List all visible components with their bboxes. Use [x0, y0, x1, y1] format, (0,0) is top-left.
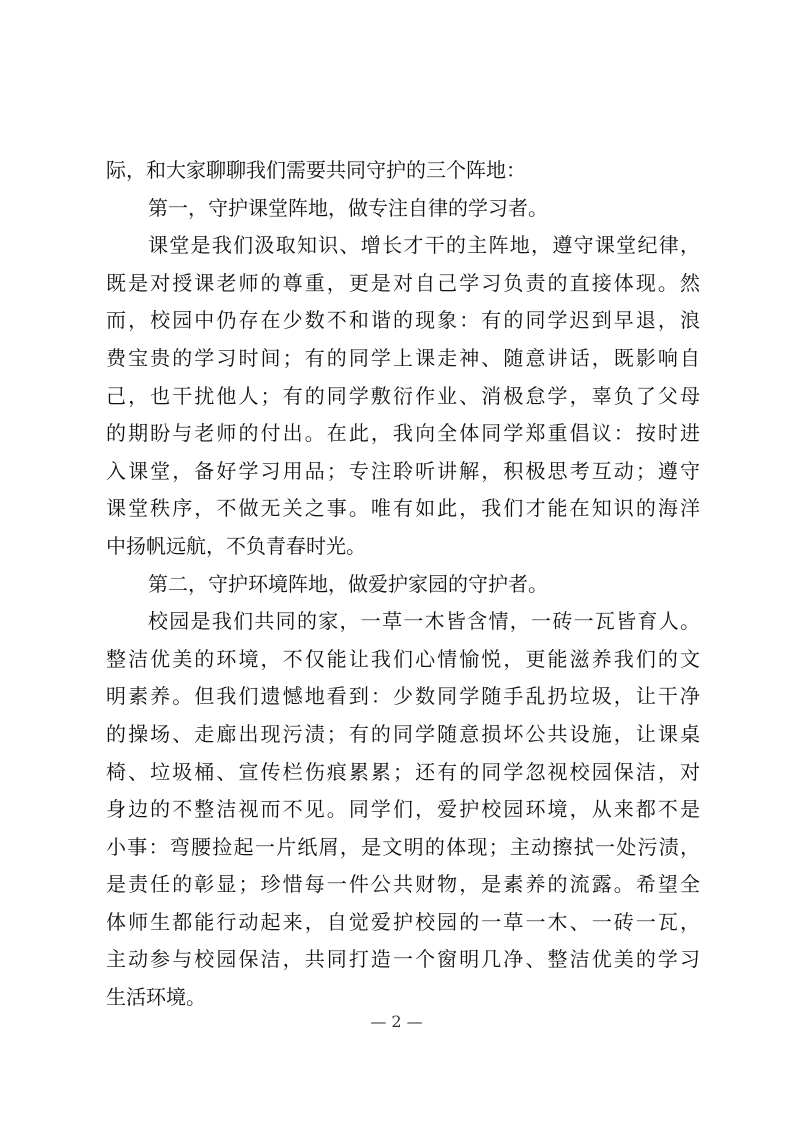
text-line: 费宝贵的学习时间；有的同学上课走神、随意讲话，既影响自	[106, 345, 700, 370]
text-line: 整洁优美的环境，不仅能让我们心情愉悦，更能滋养我们的文	[106, 646, 700, 671]
document-body	[106, 152, 700, 1017]
text-line: 的期盼与老师的付出。在此，我向全体同学郑重倡议：按时进	[106, 421, 700, 446]
text-line: 课堂秩序，不做无关之事。唯有如此，我们才能在知识的海洋	[106, 496, 700, 521]
text-line: 第二，守护环境阵地，做爱护家园的守护者。	[148, 571, 548, 596]
text-line: 既是对授课老师的尊重，更是对自己学习负责的直接体现。然	[106, 270, 700, 295]
text-line: 小事：弯腰捡起一片纸屑，是文明的体现；主动擦拭一处污渍，	[106, 834, 700, 859]
text-line: 生活环境。	[106, 985, 206, 1010]
text-line: 体师生都能行动起来，自觉爱护校园的一草一木、一砖一瓦，	[106, 909, 700, 934]
text-line: 中扬帆远航，不负青春时光。	[106, 533, 366, 558]
text-line: 校园是我们共同的家，一草一木皆含情，一砖一瓦皆育人。	[148, 609, 700, 634]
page-number: — 2 —	[370, 1012, 423, 1031]
text-line: 主动参与校园保洁，共同打造一个窗明几净、整洁优美的学习	[106, 947, 700, 972]
text-line: 第一，守护课堂阵地，做专注自律的学习者。	[148, 195, 548, 220]
text-line: 的操场、走廊出现污渍；有的同学随意损坏公共设施，让课桌	[106, 721, 700, 746]
text-line: 入课堂，备好学习用品；专注聆听讲解，积极思考互动；遵守	[106, 458, 700, 483]
text-line: 而，校园中仍存在少数不和谐的现象：有的同学迟到早退，浪	[106, 308, 700, 333]
text-line: 身边的不整洁视而不见。同学们，爱护校园环境，从来都不是	[106, 797, 700, 822]
text-line: 椅、垃圾桶、宣传栏伤痕累累；还有的同学忽视校园保洁，对	[106, 759, 700, 784]
text-line: 课堂是我们汲取知识、增长才干的主阵地，遵守课堂纪律，	[148, 233, 700, 258]
text-line: 明素养。但我们遗憾地看到：少数同学随手乱扔垃圾，让干净	[106, 684, 700, 709]
text-line: 己，也干扰他人；有的同学敷衍作业、消极怠学，辜负了父母	[106, 383, 700, 408]
text-line: 际，和大家聊聊我们需要共同守护的三个阵地：	[106, 158, 526, 182]
text-line: 是责任的彰显；珍惜每一件公共财物，是素养的流露。希望全	[106, 872, 700, 897]
